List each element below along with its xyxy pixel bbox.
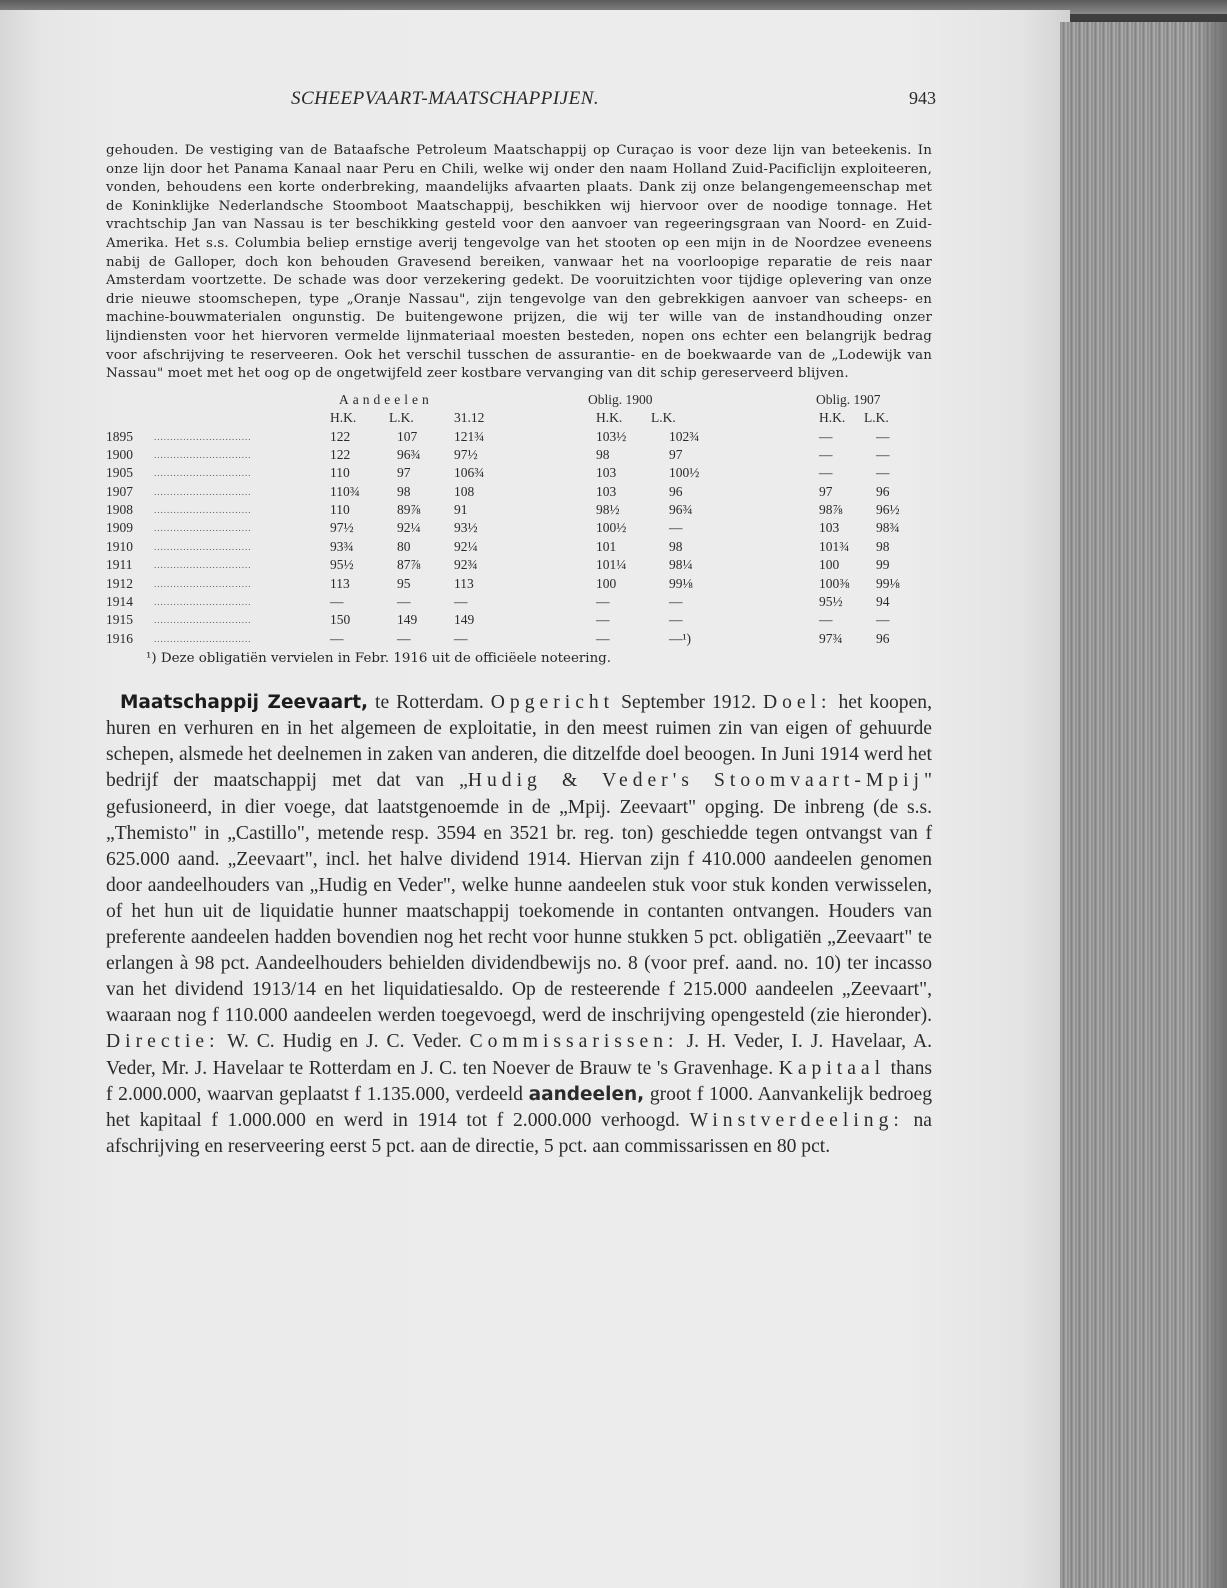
cell-a-hk: 122 bbox=[330, 428, 351, 444]
dot-leader: .............................. bbox=[154, 449, 252, 460]
table-row bbox=[106, 576, 932, 594]
cell-o07-lk: — bbox=[876, 612, 890, 628]
running-head bbox=[106, 88, 936, 120]
company-name: Maatschappij Zeevaart, bbox=[120, 692, 369, 714]
cell-year: 1909 bbox=[106, 520, 133, 536]
table-row bbox=[106, 631, 932, 649]
page-number: 943 bbox=[909, 88, 936, 108]
cell-a-lk: 89⅞ bbox=[397, 502, 421, 518]
dot-leader: .............................. bbox=[154, 615, 252, 626]
cell-a-lk: — bbox=[397, 630, 411, 646]
cell-o07-lk: 96 bbox=[876, 630, 890, 646]
cell-o00-lk: — bbox=[669, 520, 683, 536]
cell-a-3112: — bbox=[454, 630, 468, 646]
label-directie: Directie: bbox=[106, 1031, 220, 1053]
table-row bbox=[106, 429, 932, 447]
cell-o07-lk: — bbox=[876, 465, 890, 481]
cell-year: 1895 bbox=[106, 428, 133, 444]
table-row bbox=[106, 447, 932, 465]
cell-a-lk: 87⅞ bbox=[397, 557, 421, 573]
cell-o07-hk: 97 bbox=[819, 483, 833, 499]
table-row bbox=[106, 484, 932, 502]
dot-leader: .............................. bbox=[154, 633, 252, 644]
cell-o07-hk: 103 bbox=[819, 520, 840, 536]
price-table bbox=[106, 392, 932, 649]
cell-o00-hk: — bbox=[596, 594, 610, 610]
cell-o07-hk: — bbox=[819, 446, 833, 462]
cell-a-hk: 95½ bbox=[330, 557, 354, 573]
cell-o00-lk: 98¼ bbox=[669, 557, 693, 573]
cell-a-hk: 150 bbox=[330, 612, 351, 628]
cell-o07-hk: — bbox=[819, 612, 833, 628]
cell-a-lk: 149 bbox=[397, 612, 418, 628]
table-row bbox=[106, 465, 932, 483]
cell-year: 1907 bbox=[106, 483, 133, 499]
running-title: SCHEEPVAART-MAATSCHAPPIJEN. bbox=[291, 88, 600, 109]
cell-a-hk: 110 bbox=[330, 465, 350, 481]
table-footnote: ¹) Deze obligatiën vervielen in Febr. 1916 uit de officiëele noteering. bbox=[146, 651, 612, 667]
cell-o07-hk: — bbox=[819, 428, 833, 444]
table-sub-header-row bbox=[106, 410, 932, 428]
cell-year: 1912 bbox=[106, 575, 133, 591]
cell-o00-hk: 100½ bbox=[596, 520, 627, 536]
entry-text: te Rotterdam. bbox=[368, 692, 491, 714]
cell-o07-lk: 99⅛ bbox=[876, 575, 900, 591]
table-row bbox=[106, 502, 932, 520]
label-opgericht: Opgericht bbox=[490, 692, 615, 714]
cell-o00-lk: 100½ bbox=[669, 465, 700, 481]
cell-o00-hk: — bbox=[596, 612, 610, 628]
page-content bbox=[106, 88, 936, 1160]
cell-o00-hk: 98½ bbox=[596, 502, 620, 518]
header-oblig-1907: Oblig. 1907 bbox=[816, 391, 881, 407]
table-group-header-row bbox=[106, 392, 932, 410]
cell-o00-lk: 102¾ bbox=[669, 428, 700, 444]
cell-a-lk: 107 bbox=[397, 428, 418, 444]
cell-o07-lk: 99 bbox=[876, 557, 890, 573]
cell-o00-lk: 97 bbox=[669, 446, 683, 462]
cell-o07-hk: 98⅞ bbox=[819, 502, 843, 518]
bold-aandeelen: aandeelen, bbox=[528, 1083, 645, 1105]
cell-o00-lk: 99⅛ bbox=[669, 575, 693, 591]
cell-o00-lk: 96 bbox=[669, 483, 683, 499]
cell-a-3112: 108 bbox=[454, 483, 475, 499]
cell-a-hk: 110¾ bbox=[330, 483, 360, 499]
cell-a-lk: 95 bbox=[397, 575, 411, 591]
cell-o00-lk: 98 bbox=[669, 538, 683, 554]
header-oblig-1900: Oblig. 1900 bbox=[588, 391, 653, 407]
cell-a-3112: 92¾ bbox=[454, 557, 478, 573]
entry-text: groot f 1000. Aanvankelijk bedroeg het kapitaal f 1.000.000 en werd in 1914 tot f 2.000.000 verhoogd. bbox=[106, 1083, 932, 1131]
dot-leader: .............................. bbox=[154, 486, 252, 497]
entry-text: J. H. Veder, I. J. Havelaar, A. Veder, Mr. J. Havelaar te Rotterdam en J. C. ten Noever de Brauw te 's Gravenhage. bbox=[106, 1031, 932, 1079]
cell-year: 1916 bbox=[106, 630, 133, 646]
dot-leader: .............................. bbox=[154, 468, 252, 479]
subheader-o07-hk: H.K. bbox=[819, 410, 846, 426]
cell-o07-lk: 96 bbox=[876, 483, 890, 499]
cell-o07-hk: — bbox=[819, 465, 833, 481]
cell-o00-hk: — bbox=[596, 630, 610, 646]
cell-o07-lk: — bbox=[876, 446, 890, 462]
cell-a-lk: 80 bbox=[397, 538, 411, 554]
cell-a-3112: — bbox=[454, 594, 468, 610]
subheader-o00-hk: H.K. bbox=[596, 410, 623, 426]
cell-o07-hk: 95½ bbox=[819, 594, 843, 610]
cell-a-lk: 96¾ bbox=[397, 446, 421, 462]
cell-a-hk: 113 bbox=[330, 575, 350, 591]
cell-year: 1914 bbox=[106, 594, 133, 610]
cell-year: 1905 bbox=[106, 465, 133, 481]
header-aandeelen: Aandeelen bbox=[339, 391, 433, 407]
cell-o00-lk: —¹) bbox=[669, 630, 692, 646]
cell-o00-hk: 103 bbox=[596, 483, 617, 499]
cell-o00-hk: 101 bbox=[596, 538, 617, 554]
label-commissarissen: Commissarissen: bbox=[469, 1031, 679, 1053]
dot-leader: .............................. bbox=[154, 597, 252, 608]
cell-a-hk: 122 bbox=[330, 446, 351, 462]
table-row bbox=[106, 520, 932, 538]
cell-a-3112: 97½ bbox=[454, 446, 478, 462]
cell-o00-hk: 98 bbox=[596, 446, 610, 462]
cell-o07-hk: 97¾ bbox=[819, 630, 843, 646]
cell-o00-lk: — bbox=[669, 612, 683, 628]
cell-o07-hk: 101¾ bbox=[819, 538, 850, 554]
hudig-veder-name: Hudig & Veder's Stoomvaart-Mpij bbox=[467, 770, 924, 792]
label-kapitaal: Kapitaal bbox=[778, 1057, 886, 1079]
dot-leader: .............................. bbox=[154, 541, 252, 552]
entry-text: thans f 2.000.000, waarvan geplaatst f 1.135.000, verdeeld bbox=[106, 1057, 932, 1105]
cell-a-hk: 93¾ bbox=[330, 538, 354, 554]
cell-o07-hk: 100⅜ bbox=[819, 575, 850, 591]
intro-paragraph: gehouden. De vestiging van de Bataafsche Petroleum Maatschappij op Curaçao is voor deze lijn van beteekenis. In onze lijn door het Panama Kanaal naar Peru en Chili, welke wij onder den naam Holland Zuid-Pacificlijn exploiteeren, vonden, behoudens een korte onderbreking, maandelijks afvaarten plaats. Dank zij onze belangengemeenschap met de Koninklijke Nederlandsche Stoomboot Maatschappij, beschikken wij hiervoor over de noodige tonnage. Het vrachtschip Jan van Nassau is ter beschikking gesteld voor den aanvoer van regeeringsgraan van Noord- en Zuid-Amerika. Het s.s. Columbia beliep ernstige averij tengevolge van het stooten op een mijn in de Noordzee eveneens nabij de Galloper, doch kon behouden Gravesend bereiken, vanwaar het na voorloopige reparatie de reis naar Amsterdam voortzette. De schade was door verzekering gedekt. De vooruitzichten voor tijdige oplevering van onze drie nieuwe stoomschepen, type „Oranje Nassau", zijn tengevolge van den gebrekkigen aanvoer van scheeps- en machine-bouwmaterialen ongunstig. De buitengewone prijzen, die wij ter wille van de instandhouding onzer lijndiensten voor het hiervoren vermelde lijnmateriaal moesten besteden, nopen ons echter een belangrijk bedrag voor afschrijving te reserveeren. Ook het verschil tusschen de assurantie- en de boekwaarde van de „Lodewijk van Nassau" moet met het oog op de ongetwijfeld zeer kostbare vervanging van dit schip gereserveerd blijven. bbox=[106, 143, 932, 382]
cell-a-lk: 92¼ bbox=[397, 520, 421, 536]
cell-o00-hk: 100 bbox=[596, 575, 617, 591]
cell-a-3112: 93½ bbox=[454, 520, 478, 536]
label-winstverdeeling: Winstverdeeling: bbox=[689, 1109, 904, 1131]
cell-o00-lk: 96¾ bbox=[669, 502, 693, 518]
dot-leader: .............................. bbox=[154, 560, 252, 571]
cell-o07-lk: 98 bbox=[876, 538, 890, 554]
cell-year: 1911 bbox=[106, 557, 133, 573]
cell-o00-hk: 101¼ bbox=[596, 557, 627, 573]
cell-a-lk: — bbox=[397, 594, 411, 610]
entry-text: na afschrijving en reserveering eerst 5 pct. aan de directie, 5 pct. aan commissarissen en 80 pct. bbox=[106, 1109, 932, 1157]
table-row bbox=[106, 539, 932, 557]
cell-year: 1908 bbox=[106, 502, 133, 518]
subheader-o07-lk: L.K. bbox=[864, 410, 889, 426]
cell-o07-lk: — bbox=[876, 428, 890, 444]
cell-a-3112: 113 bbox=[454, 575, 474, 591]
cell-a-3112: 106¾ bbox=[454, 465, 485, 481]
subheader-o00-lk: L.K. bbox=[651, 410, 676, 426]
entry-text: September 1912. bbox=[614, 692, 763, 714]
cell-o07-lk: 98¾ bbox=[876, 520, 900, 536]
cell-a-3112: 91 bbox=[454, 502, 468, 518]
cell-o07-hk: 100 bbox=[819, 557, 840, 573]
dot-leader: .............................. bbox=[154, 523, 252, 534]
dot-leader: .............................. bbox=[154, 505, 252, 516]
cell-year: 1900 bbox=[106, 446, 133, 462]
cell-a-hk: 97½ bbox=[330, 520, 354, 536]
entry-text: " gefusioneerd, in dier voege, dat laatstgenoemde in de „Mpij. Zeevaart" opging. De inbreng (de s.s. „Themisto" in „Castillo", metende resp. 3594 en 3521 br. reg. ton) geschiedde tegen ontvangst van f 625.000 aand. „Zeevaart", incl. het halve dividend 1914. Hiervan zijn f 410.000 aandeelen genomen door aandeelhouders van „Hudig en Veder", welke hunne aandeelen stuk voor stuk konden verwisselen, of het hun uit de liquidatie hunner maatschappij toekomende in contanten ontvangen. Houders van preferente aandeelen hadden bovendien nog het recht voor hunne stukken 5 pct. obligatiën „Zeevaart" te erlangen à 98 pct. Aandeelhouders behielden dividendbewijs no. 8 (voor pref. aand. no. 10) ter incasso van het dividend 1913/14 en het liquidatiesaldo. Op de resteerende f 215.000 aandeelen „Zeevaart", waaraan nog f 110.000 aandeelen werden toegevoegd, werd de inschrijving opengesteld (zie hieronder). bbox=[106, 770, 932, 1027]
cell-year: 1910 bbox=[106, 538, 133, 554]
cell-o07-lk: 96½ bbox=[876, 502, 900, 518]
cell-a-3112: 121¾ bbox=[454, 428, 485, 444]
table-row bbox=[106, 594, 932, 612]
table-row bbox=[106, 557, 932, 575]
cell-a-hk: — bbox=[330, 630, 344, 646]
dot-leader: .............................. bbox=[154, 578, 252, 589]
subheader-a-lk: L.K. bbox=[389, 410, 414, 426]
cell-a-lk: 97 bbox=[397, 465, 411, 481]
cell-a-3112: 149 bbox=[454, 612, 475, 628]
company-entry bbox=[106, 690, 932, 1160]
entry-text: het koopen, huren en verhuren en in het algemeen de exploitatie, in den meest ruimen zin van eigen of gehuurde schepen, alsmede het deelnemen in zaken van anderen, die ditzelfde doel beoogen. In Juni 1914 werd het bedrijf der maatschappij met dat van „ bbox=[106, 692, 932, 792]
cell-year: 1915 bbox=[106, 612, 133, 628]
cell-a-hk: 110 bbox=[330, 502, 350, 518]
cell-o00-hk: 103½ bbox=[596, 428, 627, 444]
label-doel: Doel: bbox=[762, 692, 832, 714]
cell-o07-lk: 94 bbox=[876, 594, 890, 610]
subheader-a-hk: H.K. bbox=[330, 410, 357, 426]
cell-a-hk: — bbox=[330, 594, 344, 610]
subheader-a-3112: 31.12 bbox=[454, 410, 485, 426]
entry-text: W. C. Hudig en J. C. Veder. bbox=[219, 1031, 470, 1053]
table-row bbox=[106, 612, 932, 630]
cell-a-lk: 98 bbox=[397, 483, 411, 499]
cell-a-3112: 92¼ bbox=[454, 538, 478, 554]
dot-leader: .............................. bbox=[154, 431, 252, 442]
cell-o00-hk: 103 bbox=[596, 465, 617, 481]
cell-o00-lk: — bbox=[669, 594, 683, 610]
book-page-edges bbox=[1060, 22, 1227, 1588]
